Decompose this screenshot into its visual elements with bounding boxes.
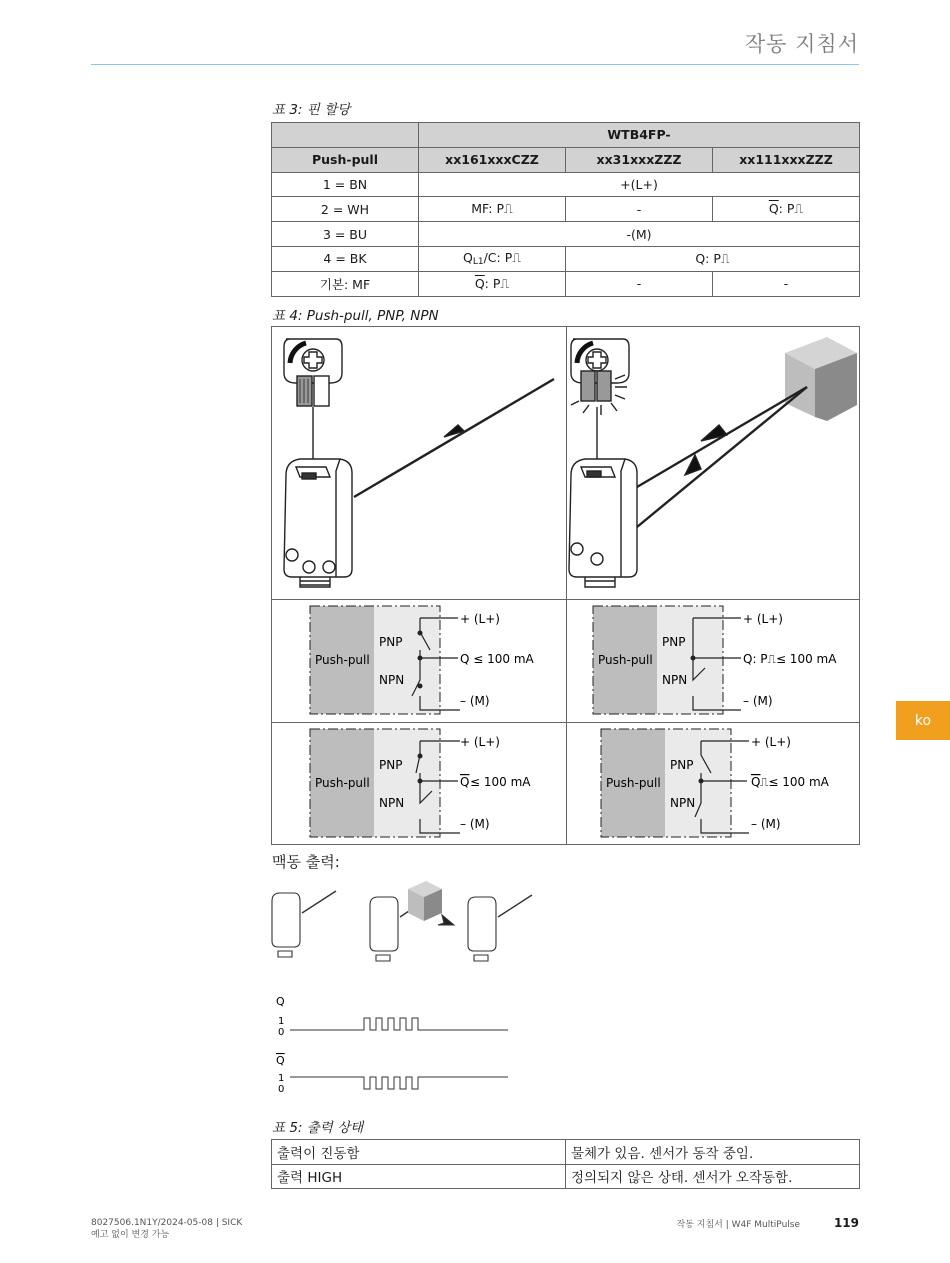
table-cell: 1 = BN [272, 172, 419, 197]
push-pull-label: Push-pull [606, 776, 661, 790]
wiring-figure-table [271, 326, 860, 845]
table-col-header: xx111xxxZZZ [713, 147, 860, 172]
minus-label: – (M) [751, 817, 781, 831]
pin-assignment-table [271, 122, 860, 297]
table-cell: 기본: MF [272, 271, 419, 296]
table-group-header: WTB4FP- [419, 123, 860, 148]
pulse-output-title: 맥동 출력: [272, 853, 340, 871]
table-row [272, 123, 860, 148]
plus-label: + (L+) [460, 735, 500, 749]
level-one-label: 1 [278, 1016, 285, 1027]
level-zero-label: 0 [278, 1084, 285, 1095]
minus-label: – (M) [460, 817, 490, 831]
table-cell: - [566, 271, 713, 296]
push-pull-label: Push-pull [598, 653, 653, 667]
table-row [272, 246, 860, 271]
pnp-label: PNP [379, 758, 403, 772]
plus-label: + (L+) [743, 612, 783, 626]
table-cell [419, 271, 566, 296]
pnp-label: PNP [379, 635, 403, 649]
table5-caption: 표 5: 출력 상태 [272, 1120, 364, 1136]
overline-text: $\overline{Q}$ [768, 201, 779, 217]
subscript-text: L1 [472, 257, 484, 268]
cell-text: Q [462, 250, 473, 266]
table-cell: 2 = WH [272, 197, 419, 222]
npn-label: NPN [379, 796, 405, 810]
cell-text: : P⎍ [484, 275, 510, 291]
minus-label: – (M) [460, 694, 490, 708]
footer-doc-id: 8027506.1N1Y/2024-05-08 | SICK [91, 1218, 243, 1228]
pnp-label: PNP [662, 635, 686, 649]
level-zero-label: 0 [278, 1027, 285, 1038]
table3-caption: 표 3: 핀 할당 [272, 102, 351, 118]
table-cell: 4 = BK [272, 246, 419, 271]
output-label: Q: P⎍≤ 100 mA [743, 652, 837, 666]
sensor-no-object-illustration [272, 327, 566, 599]
q-signal-label: Q [276, 995, 285, 1008]
table-col-header: xx161xxxCZZ [419, 147, 566, 172]
language-tab[interactable]: ko [896, 701, 950, 740]
sensor-object-illustration [567, 327, 861, 599]
footer-doc-info [91, 1217, 242, 1241]
overline-text: $\overline{Q}$ [474, 275, 485, 291]
table-col-header: Push-pull [272, 147, 419, 172]
output-label-rest: ≤ 100 mA [470, 775, 531, 789]
footer-doc-title: 작동 지침서 | W4F MultiPulse [676, 1220, 800, 1230]
table-row [272, 1164, 860, 1189]
table-row [272, 172, 860, 197]
pulse-output-diagram [268, 875, 548, 1095]
table-row [272, 271, 860, 296]
table-cell: -(M) [419, 222, 860, 247]
table-cell: 3 = BU [272, 222, 419, 247]
output-label: Q [751, 775, 761, 789]
circuit-bottom-left [272, 723, 566, 845]
table-cell: Q: P⎍ [566, 246, 860, 271]
table-cell-empty [272, 123, 419, 148]
minus-label: – (M) [743, 694, 773, 708]
push-pull-label: Push-pull [315, 653, 370, 667]
table-cell [419, 246, 566, 271]
table-col-header: xx31xxxZZZ [566, 147, 713, 172]
output-label: Q [460, 775, 470, 789]
table-row [272, 147, 860, 172]
npn-label: NPN [379, 673, 405, 687]
header-divider [91, 64, 859, 65]
npn-label: NPN [662, 673, 688, 687]
circuit-top-left [272, 600, 566, 722]
push-pull-label: Push-pull [315, 776, 370, 790]
table-row [272, 1140, 860, 1165]
table-cell: 출력이 진동함 [272, 1140, 566, 1165]
table-row [272, 222, 860, 247]
table-cell: +(L+) [419, 172, 860, 197]
table-cell: - [713, 271, 860, 296]
table-cell: MF: P⎍ [419, 197, 566, 222]
level-one-label: 1 [278, 1073, 285, 1084]
table-cell: 출력 HIGH [272, 1164, 566, 1189]
npn-label: NPN [670, 796, 696, 810]
circuit-bottom-right [567, 723, 861, 845]
table-cell: - [566, 197, 713, 222]
table4-caption: 표 4: Push-pull, PNP, NPN [272, 308, 439, 324]
page-number: 119 [833, 1216, 859, 1230]
output-label: Q ≤ 100 mA [460, 652, 534, 666]
table-row [272, 197, 860, 222]
plus-label: + (L+) [751, 735, 791, 749]
circuit-top-right [567, 600, 861, 722]
output-state-table [271, 1139, 860, 1189]
table-cell: 정의되지 않은 상태. 센서가 오작동함. [566, 1164, 860, 1189]
cell-text: : P⎍ [778, 201, 804, 217]
cell-text: /C: P⎍ [483, 250, 521, 266]
footer-notice: 예고 없이 변경 가능 [91, 1230, 170, 1240]
table-cell [713, 197, 860, 222]
plus-label: + (L+) [460, 612, 500, 626]
page-header-title: 작동 지침서 [744, 32, 859, 56]
pnp-label: PNP [670, 758, 694, 772]
table-cell: 물체가 있음. 센서가 동작 중임. [566, 1140, 860, 1165]
output-label-rest: ⎍≤ 100 mA [760, 775, 829, 789]
qbar-signal-label: Q [276, 1054, 285, 1067]
